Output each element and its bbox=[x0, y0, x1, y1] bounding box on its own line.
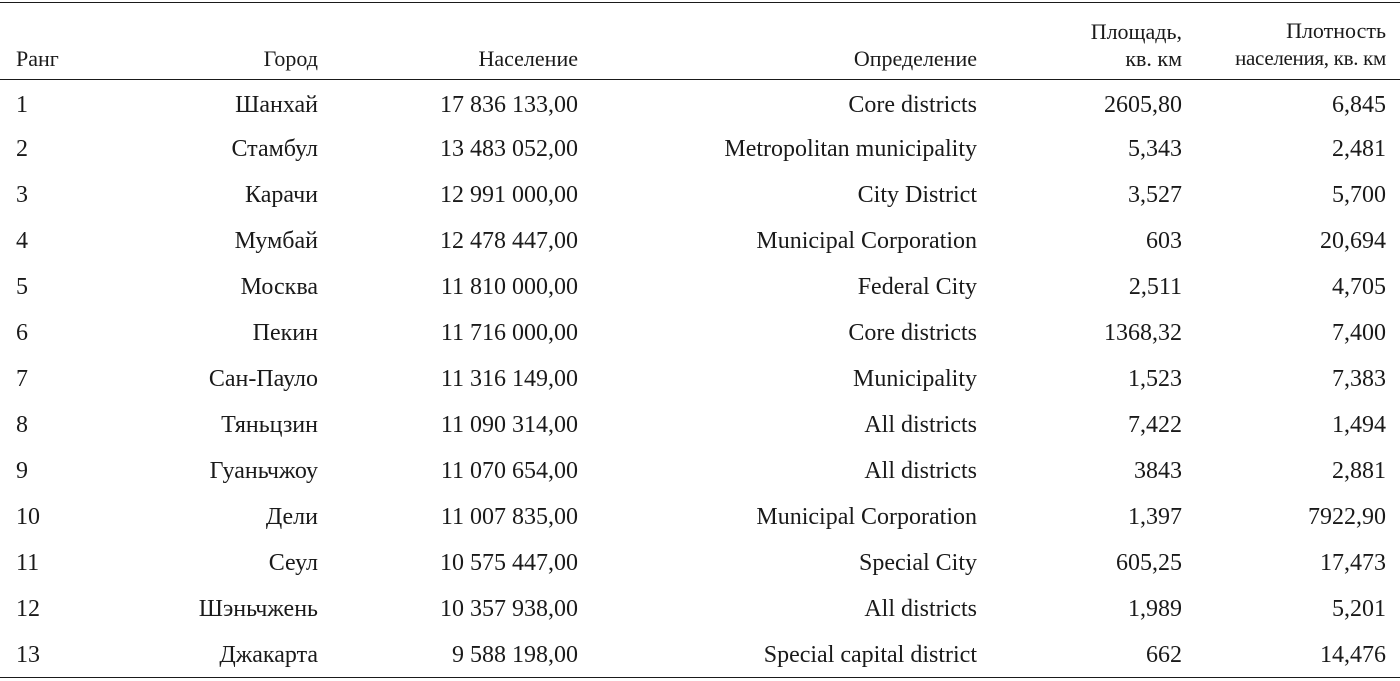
cell-rank: 8 bbox=[16, 412, 28, 438]
cell-population: 11 007 835,00 bbox=[440, 504, 578, 530]
cell-area: 7,422 bbox=[1128, 412, 1182, 438]
cell-city: Стамбул bbox=[231, 136, 318, 162]
table-row bbox=[0, 540, 1400, 586]
cell-density: 1,494 bbox=[1332, 412, 1386, 438]
cell-density: 4,705 bbox=[1332, 274, 1386, 300]
cell-city: Гуаньчжоу bbox=[209, 458, 318, 484]
header-area-line2: кв. км bbox=[1125, 46, 1182, 71]
cell-population: 10 357 938,00 bbox=[440, 596, 578, 622]
table-row bbox=[0, 310, 1400, 356]
cell-city: Сан-Пауло bbox=[208, 366, 318, 392]
cell-population: 11 810 000,00 bbox=[440, 274, 578, 300]
cell-definition: Special City bbox=[859, 550, 977, 576]
header-row bbox=[0, 0, 1400, 80]
cell-population: 12 991 000,00 bbox=[440, 182, 578, 208]
table-row bbox=[0, 356, 1400, 402]
cell-definition: Municipality bbox=[853, 366, 977, 392]
cell-density: 20,694 bbox=[1320, 228, 1386, 254]
cell-population: 13 483 052,00 bbox=[440, 136, 578, 162]
table-row bbox=[0, 632, 1400, 678]
cell-population: 17 836 133,00 bbox=[440, 92, 578, 118]
cell-city: Шэньчжень bbox=[198, 596, 318, 622]
table-row bbox=[0, 494, 1400, 540]
cell-city: Шанхай bbox=[235, 92, 318, 118]
cell-city: Мумбай bbox=[234, 228, 318, 254]
cell-rank: 10 bbox=[16, 504, 40, 530]
cell-definition: All districts bbox=[864, 458, 977, 484]
cell-density: 2,881 bbox=[1332, 458, 1386, 484]
cell-city: Сеул bbox=[268, 550, 318, 576]
cell-rank: 2 bbox=[16, 136, 28, 162]
cell-area: 5,343 bbox=[1128, 136, 1182, 162]
table-row bbox=[0, 126, 1400, 172]
cell-area: 1,989 bbox=[1128, 596, 1182, 622]
cell-definition: Special capital district bbox=[763, 642, 977, 668]
table-row bbox=[0, 80, 1400, 126]
cell-area: 1,397 bbox=[1128, 504, 1182, 530]
cell-area: 3,527 bbox=[1128, 182, 1182, 208]
cell-density: 5,700 bbox=[1332, 182, 1386, 208]
cell-density: 5,201 bbox=[1332, 596, 1386, 622]
cell-city: Москва bbox=[240, 274, 318, 300]
cell-density: 17,473 bbox=[1320, 550, 1386, 576]
table-body bbox=[0, 80, 1400, 678]
cell-definition: Municipal Corporation bbox=[756, 504, 977, 530]
cell-area: 3843 bbox=[1134, 458, 1182, 484]
cell-density: 7,400 bbox=[1332, 320, 1386, 346]
cell-city: Джакарта bbox=[219, 642, 318, 668]
cell-rank: 9 bbox=[16, 458, 28, 484]
cell-definition: City District bbox=[857, 182, 977, 208]
header-density-line2: населения, кв. км bbox=[1235, 46, 1386, 70]
cell-rank: 11 bbox=[16, 550, 40, 576]
cell-definition: Core districts bbox=[848, 320, 977, 346]
cell-definition: All districts bbox=[864, 412, 977, 438]
cell-area: 605,25 bbox=[1116, 550, 1182, 576]
header-density bbox=[1182, 0, 1400, 80]
cell-area: 2605,80 bbox=[1104, 92, 1182, 118]
cell-population: 11 316 149,00 bbox=[440, 366, 578, 392]
cell-density: 2,481 bbox=[1332, 136, 1386, 162]
cell-density: 6,845 bbox=[1332, 92, 1386, 118]
cell-density: 7,383 bbox=[1332, 366, 1386, 392]
cell-definition: Core districts bbox=[848, 92, 977, 118]
header-population: Население bbox=[478, 46, 578, 71]
table-row bbox=[0, 586, 1400, 632]
cell-density: 14,476 bbox=[1320, 642, 1386, 668]
cell-population: 9 588 198,00 bbox=[452, 642, 578, 668]
cell-rank: 5 bbox=[16, 274, 28, 300]
header-city: Город bbox=[263, 46, 318, 71]
header-area bbox=[977, 0, 1182, 80]
cell-area: 1368,32 bbox=[1104, 320, 1182, 346]
cell-rank: 12 bbox=[16, 596, 40, 622]
cell-area: 662 bbox=[1146, 642, 1182, 668]
cell-population: 11 716 000,00 bbox=[440, 320, 578, 346]
table-row bbox=[0, 172, 1400, 218]
cell-population: 10 575 447,00 bbox=[440, 550, 578, 576]
cell-rank: 1 bbox=[16, 92, 28, 118]
table-row bbox=[0, 218, 1400, 264]
table-header bbox=[0, 0, 1400, 80]
cell-area: 2,511 bbox=[1128, 274, 1182, 300]
cell-city: Тяньцзин bbox=[221, 412, 318, 438]
header-definition: Определение bbox=[853, 46, 977, 71]
cell-population: 11 090 314,00 bbox=[440, 412, 578, 438]
cell-population: 11 070 654,00 bbox=[440, 458, 578, 484]
cell-rank: 4 bbox=[16, 228, 28, 254]
cell-rank: 6 bbox=[16, 320, 28, 346]
cell-area: 603 bbox=[1146, 228, 1182, 254]
table-row bbox=[0, 448, 1400, 494]
cell-density: 7922,90 bbox=[1308, 504, 1386, 530]
header-density-line1: Плотность bbox=[1286, 18, 1386, 43]
table-row bbox=[0, 402, 1400, 448]
cell-area: 1,523 bbox=[1128, 366, 1182, 392]
cell-definition: Municipal Corporation bbox=[756, 228, 977, 254]
cell-definition: Metropolitan municipality bbox=[724, 136, 977, 162]
cell-definition: Federal City bbox=[857, 274, 977, 300]
table-row bbox=[0, 264, 1400, 310]
cell-rank: 3 bbox=[16, 182, 28, 208]
cell-definition: All districts bbox=[864, 596, 977, 622]
cell-city: Дели bbox=[265, 504, 318, 530]
cell-rank: 7 bbox=[16, 366, 28, 392]
cell-city: Карачи bbox=[245, 182, 318, 208]
cell-rank: 13 bbox=[16, 642, 40, 668]
cell-population: 12 478 447,00 bbox=[440, 228, 578, 254]
header-rank: Ранг bbox=[16, 46, 59, 71]
header-area-line1: Площадь, bbox=[1090, 19, 1182, 44]
cell-city: Пекин bbox=[252, 320, 318, 346]
